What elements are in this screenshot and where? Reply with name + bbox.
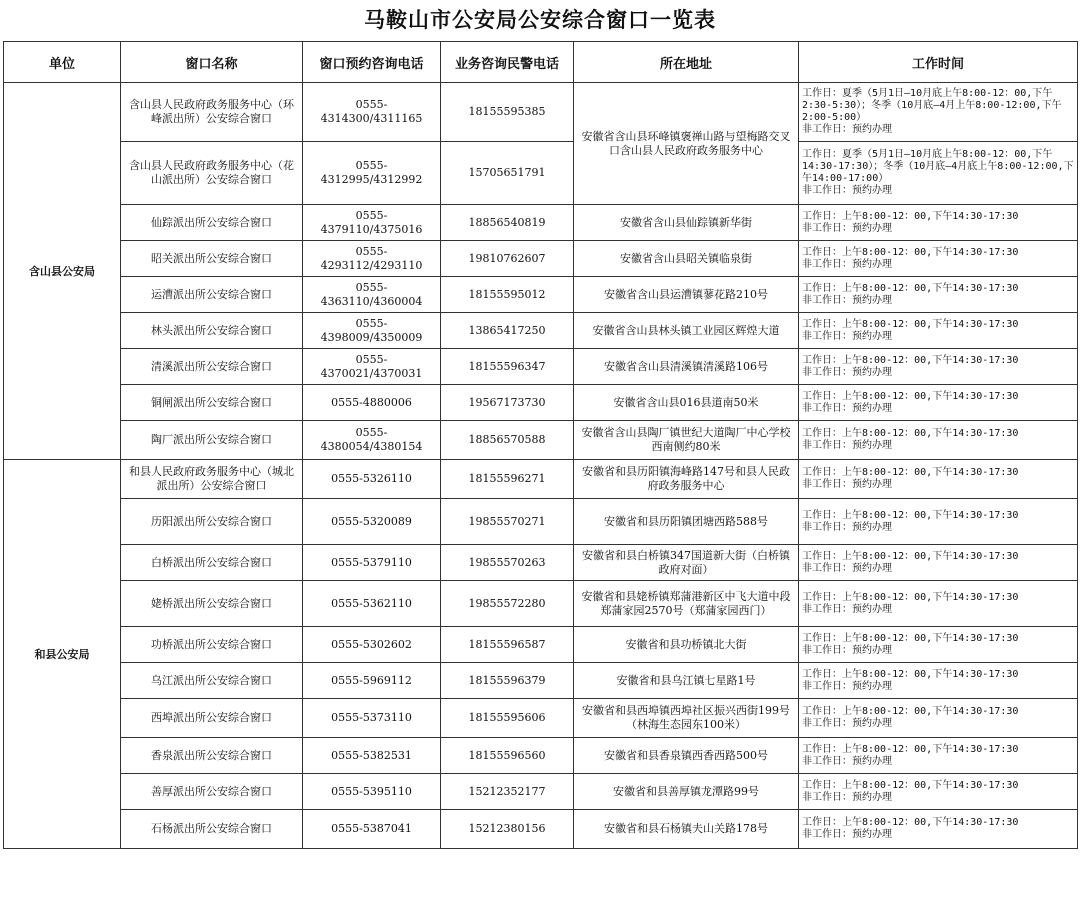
police-phone-cell: 19810762607 <box>441 241 574 277</box>
table-row <box>4 349 1078 385</box>
address-cell: 安徽省和县香泉镇西香西路500号 <box>574 738 799 774</box>
header-address: 所在地址 <box>574 42 799 83</box>
window-name-cell: 石杨派出所公安综合窗口 <box>121 810 303 849</box>
window-name-cell: 昭关派出所公安综合窗口 <box>121 241 303 277</box>
hours-cell: 工作日：上午8:00-12：00,下午14:30-17:30 非工作日：预约办理 <box>799 277 1078 313</box>
table-row <box>4 205 1078 241</box>
booking-phone-cell: 0555-4379110/4375016 <box>303 205 441 241</box>
police-phone-cell: 19855570263 <box>441 545 574 581</box>
address-cell: 安徽省含山县清溪镇清溪路106号 <box>574 349 799 385</box>
police-phone-cell: 18155596271 <box>441 460 574 499</box>
header-police-phone: 业务咨询民警电话 <box>441 42 574 83</box>
window-name-cell: 历阳派出所公安综合窗口 <box>121 499 303 545</box>
hours-cell: 工作日：上午8:00-12：00,下午14:30-17:30 非工作日：预约办理 <box>799 774 1078 810</box>
booking-phone-cell: 0555-5382531 <box>303 738 441 774</box>
window-name-cell: 功桥派出所公安综合窗口 <box>121 627 303 663</box>
address-cell: 安徽省含山县昭关镇临泉街 <box>574 241 799 277</box>
booking-phone-cell: 0555-5320089 <box>303 499 441 545</box>
police-phone-cell: 18155596347 <box>441 349 574 385</box>
booking-phone-cell: 0555-4380054/4380154 <box>303 421 441 460</box>
window-name-cell: 铜闸派出所公安综合窗口 <box>121 385 303 421</box>
table-header-row <box>4 42 1078 83</box>
police-phone-cell: 18856540819 <box>441 205 574 241</box>
header-window: 窗口名称 <box>121 42 303 83</box>
address-cell: 安徽省和县善厚镇龙潭路99号 <box>574 774 799 810</box>
hours-cell: 工作日：上午8:00-12：00,下午14:30-17:30 非工作日：预约办理 <box>799 699 1078 738</box>
police-phone-cell: 19855572280 <box>441 581 574 627</box>
police-phone-cell: 18155596560 <box>441 738 574 774</box>
table-row <box>4 499 1078 545</box>
address-cell: 安徽省和县姥桥镇郑蒲港新区中飞大道中段郑蒲家园2570号（郑蒲家园西门） <box>574 581 799 627</box>
address-cell: 安徽省含山县陶厂镇世纪大道陶厂中心学校西南侧约80米 <box>574 421 799 460</box>
hours-cell: 工作日：上午8:00-12：00,下午14:30-17:30 非工作日：预约办理 <box>799 581 1078 627</box>
window-name-cell: 仙踪派出所公安综合窗口 <box>121 205 303 241</box>
hours-cell: 工作日：上午8:00-12：00,下午14:30-17:30 非工作日：预约办理 <box>799 349 1078 385</box>
address-cell: 安徽省和县历阳镇团塘西路588号 <box>574 499 799 545</box>
table-row <box>4 385 1078 421</box>
table-row <box>4 627 1078 663</box>
window-name-cell: 含山县人民政府政务服务中心（花山派出所）公安综合窗口 <box>121 142 303 205</box>
window-name-cell: 陶厂派出所公安综合窗口 <box>121 421 303 460</box>
window-name-cell: 善厚派出所公安综合窗口 <box>121 774 303 810</box>
booking-phone-cell: 0555-4398009/4350009 <box>303 313 441 349</box>
window-name-cell: 运漕派出所公安综合窗口 <box>121 277 303 313</box>
window-name-cell: 林头派出所公安综合窗口 <box>121 313 303 349</box>
address-cell: 安徽省和县功桥镇北大街 <box>574 627 799 663</box>
address-cell: 安徽省和县乌江镇七星路1号 <box>574 663 799 699</box>
address-cell: 安徽省和县白桥镇347国道新大街（白桥镇政府对面） <box>574 545 799 581</box>
table-row <box>4 460 1078 499</box>
table-row <box>4 738 1078 774</box>
window-name-cell: 含山县人民政府政务服务中心（环峰派出所）公安综合窗口 <box>121 83 303 142</box>
header-booking-phone: 窗口预约咨询电话 <box>303 42 441 83</box>
hours-cell: 工作日：上午8:00-12：00,下午14:30-17:30 非工作日：预约办理 <box>799 627 1078 663</box>
police-phone-cell: 15212380156 <box>441 810 574 849</box>
booking-phone-cell: 0555-5379110 <box>303 545 441 581</box>
table-row <box>4 545 1078 581</box>
window-name-cell: 香泉派出所公安综合窗口 <box>121 738 303 774</box>
hours-cell: 工作日：上午8:00-12：00,下午14:30-17:30 非工作日：预约办理 <box>799 810 1078 849</box>
window-name-cell: 白桥派出所公安综合窗口 <box>121 545 303 581</box>
booking-phone-cell: 0555-4880006 <box>303 385 441 421</box>
police-phone-cell: 18155596587 <box>441 627 574 663</box>
address-cell: 安徽省含山县林头镇工业园区辉煌大道 <box>574 313 799 349</box>
booking-phone-cell: 0555-5362110 <box>303 581 441 627</box>
police-phone-cell: 15705651791 <box>441 142 574 205</box>
address-cell: 安徽省含山县仙踪镇新华街 <box>574 205 799 241</box>
address-cell: 安徽省含山县环峰镇褒禅山路与望梅路交叉口含山县人民政府政务服务中心 <box>574 83 799 205</box>
address-cell: 安徽省含山县运漕镇蓼花路210号 <box>574 277 799 313</box>
booking-phone-cell: 0555-5373110 <box>303 699 441 738</box>
booking-phone-cell: 0555-5302602 <box>303 627 441 663</box>
address-cell: 安徽省和县石杨镇夫山关路178号 <box>574 810 799 849</box>
table-row <box>4 810 1078 849</box>
window-name-cell: 西埠派出所公安综合窗口 <box>121 699 303 738</box>
police-phone-cell: 18856570588 <box>441 421 574 460</box>
window-name-cell: 和县人民政府政务服务中心（城北派出所）公安综合窗口 <box>121 460 303 499</box>
page-title: 马鞍山市公安局公安综合窗口一览表 <box>364 7 716 32</box>
police-phone-cell: 18155595606 <box>441 699 574 738</box>
table-row <box>4 581 1078 627</box>
hours-cell: 工作日：上午8:00-12：00,下午14:30-17:30 非工作日：预约办理 <box>799 499 1078 545</box>
police-phone-cell: 18155595385 <box>441 83 574 142</box>
hours-cell: 工作日：上午8:00-12：00,下午14:30-17:30 非工作日：预约办理 <box>799 545 1078 581</box>
hours-cell: 工作日：上午8:00-12：00,下午14:30-17:30 非工作日：预约办理 <box>799 663 1078 699</box>
hours-cell: 工作日：上午8:00-12：00,下午14:30-17:30 非工作日：预约办理 <box>799 241 1078 277</box>
booking-phone-cell: 0555-4363110/4360004 <box>303 277 441 313</box>
booking-phone-cell: 0555-5969112 <box>303 663 441 699</box>
hours-cell: 工作日：上午8:00-12：00,下午14:30-17:30 非工作日：预约办理 <box>799 460 1078 499</box>
booking-phone-cell: 0555-4370021/4370031 <box>303 349 441 385</box>
hours-cell: 工作日：上午8:00-12：00,下午14:30-17:30 非工作日：预约办理 <box>799 205 1078 241</box>
police-phone-cell: 15212352177 <box>441 774 574 810</box>
booking-phone-cell: 0555-5395110 <box>303 774 441 810</box>
police-phone-cell: 18155596379 <box>441 663 574 699</box>
booking-phone-cell: 0555-4314300/4311165 <box>303 83 441 142</box>
table-row <box>4 421 1078 460</box>
address-cell: 安徽省含山县016县道南50米 <box>574 385 799 421</box>
hours-cell: 工作日：夏季（5月1日—10月底上午8:00-12：00,下午2:30-5:30）；冬季（10月底—4月上午8:00-12:00,下午2:00-5:00） 非工作日：预约办理 <box>799 83 1078 142</box>
address-cell: 安徽省和县西埠镇西埠社区振兴西街199号（林海生态园东100米） <box>574 699 799 738</box>
booking-phone-cell: 0555-4312995/4312992 <box>303 142 441 205</box>
hours-cell: 工作日：上午8:00-12：00,下午14:30-17:30 非工作日：预约办理 <box>799 313 1078 349</box>
table-row <box>4 142 1078 205</box>
unit-cell: 和县公安局 <box>4 460 121 849</box>
table-row <box>4 663 1078 699</box>
police-phone-cell: 19855570271 <box>441 499 574 545</box>
table-row <box>4 774 1078 810</box>
table-row <box>4 699 1078 738</box>
police-phone-cell: 18155595012 <box>441 277 574 313</box>
hours-cell: 工作日：上午8:00-12：00,下午14:30-17:30 非工作日：预约办理 <box>799 385 1078 421</box>
hours-cell: 工作日：上午8:00-12：00,下午14:30-17:30 非工作日：预约办理 <box>799 421 1078 460</box>
hours-cell: 工作日：上午8:00-12：00,下午14:30-17:30 非工作日：预约办理 <box>799 738 1078 774</box>
header-unit: 单位 <box>4 42 121 83</box>
hours-cell: 工作日：夏季（5月1日—10月底上午8:00-12：00,下午14:30-17:30）；冬季（10月底—4月底上午8:00-12:00,下午14:00-17:00） 非工作日：预约办理 <box>799 142 1078 205</box>
window-name-cell: 姥桥派出所公安综合窗口 <box>121 581 303 627</box>
table-row <box>4 83 1078 142</box>
police-phone-cell: 19567173730 <box>441 385 574 421</box>
booking-phone-cell: 0555-5326110 <box>303 460 441 499</box>
table-row <box>4 313 1078 349</box>
table-row <box>4 241 1078 277</box>
window-name-cell: 乌江派出所公安综合窗口 <box>121 663 303 699</box>
window-name-cell: 清溪派出所公安综合窗口 <box>121 349 303 385</box>
police-phone-cell: 13865417250 <box>441 313 574 349</box>
booking-phone-cell: 0555-4293112/4293110 <box>303 241 441 277</box>
address-cell: 安徽省和县历阳镇海峰路147号和县人民政府政务服务中心 <box>574 460 799 499</box>
unit-cell: 含山县公安局 <box>4 83 121 460</box>
booking-phone-cell: 0555-5387041 <box>303 810 441 849</box>
window-table <box>3 41 1078 849</box>
header-hours: 工作时间 <box>799 42 1078 83</box>
table-row <box>4 277 1078 313</box>
